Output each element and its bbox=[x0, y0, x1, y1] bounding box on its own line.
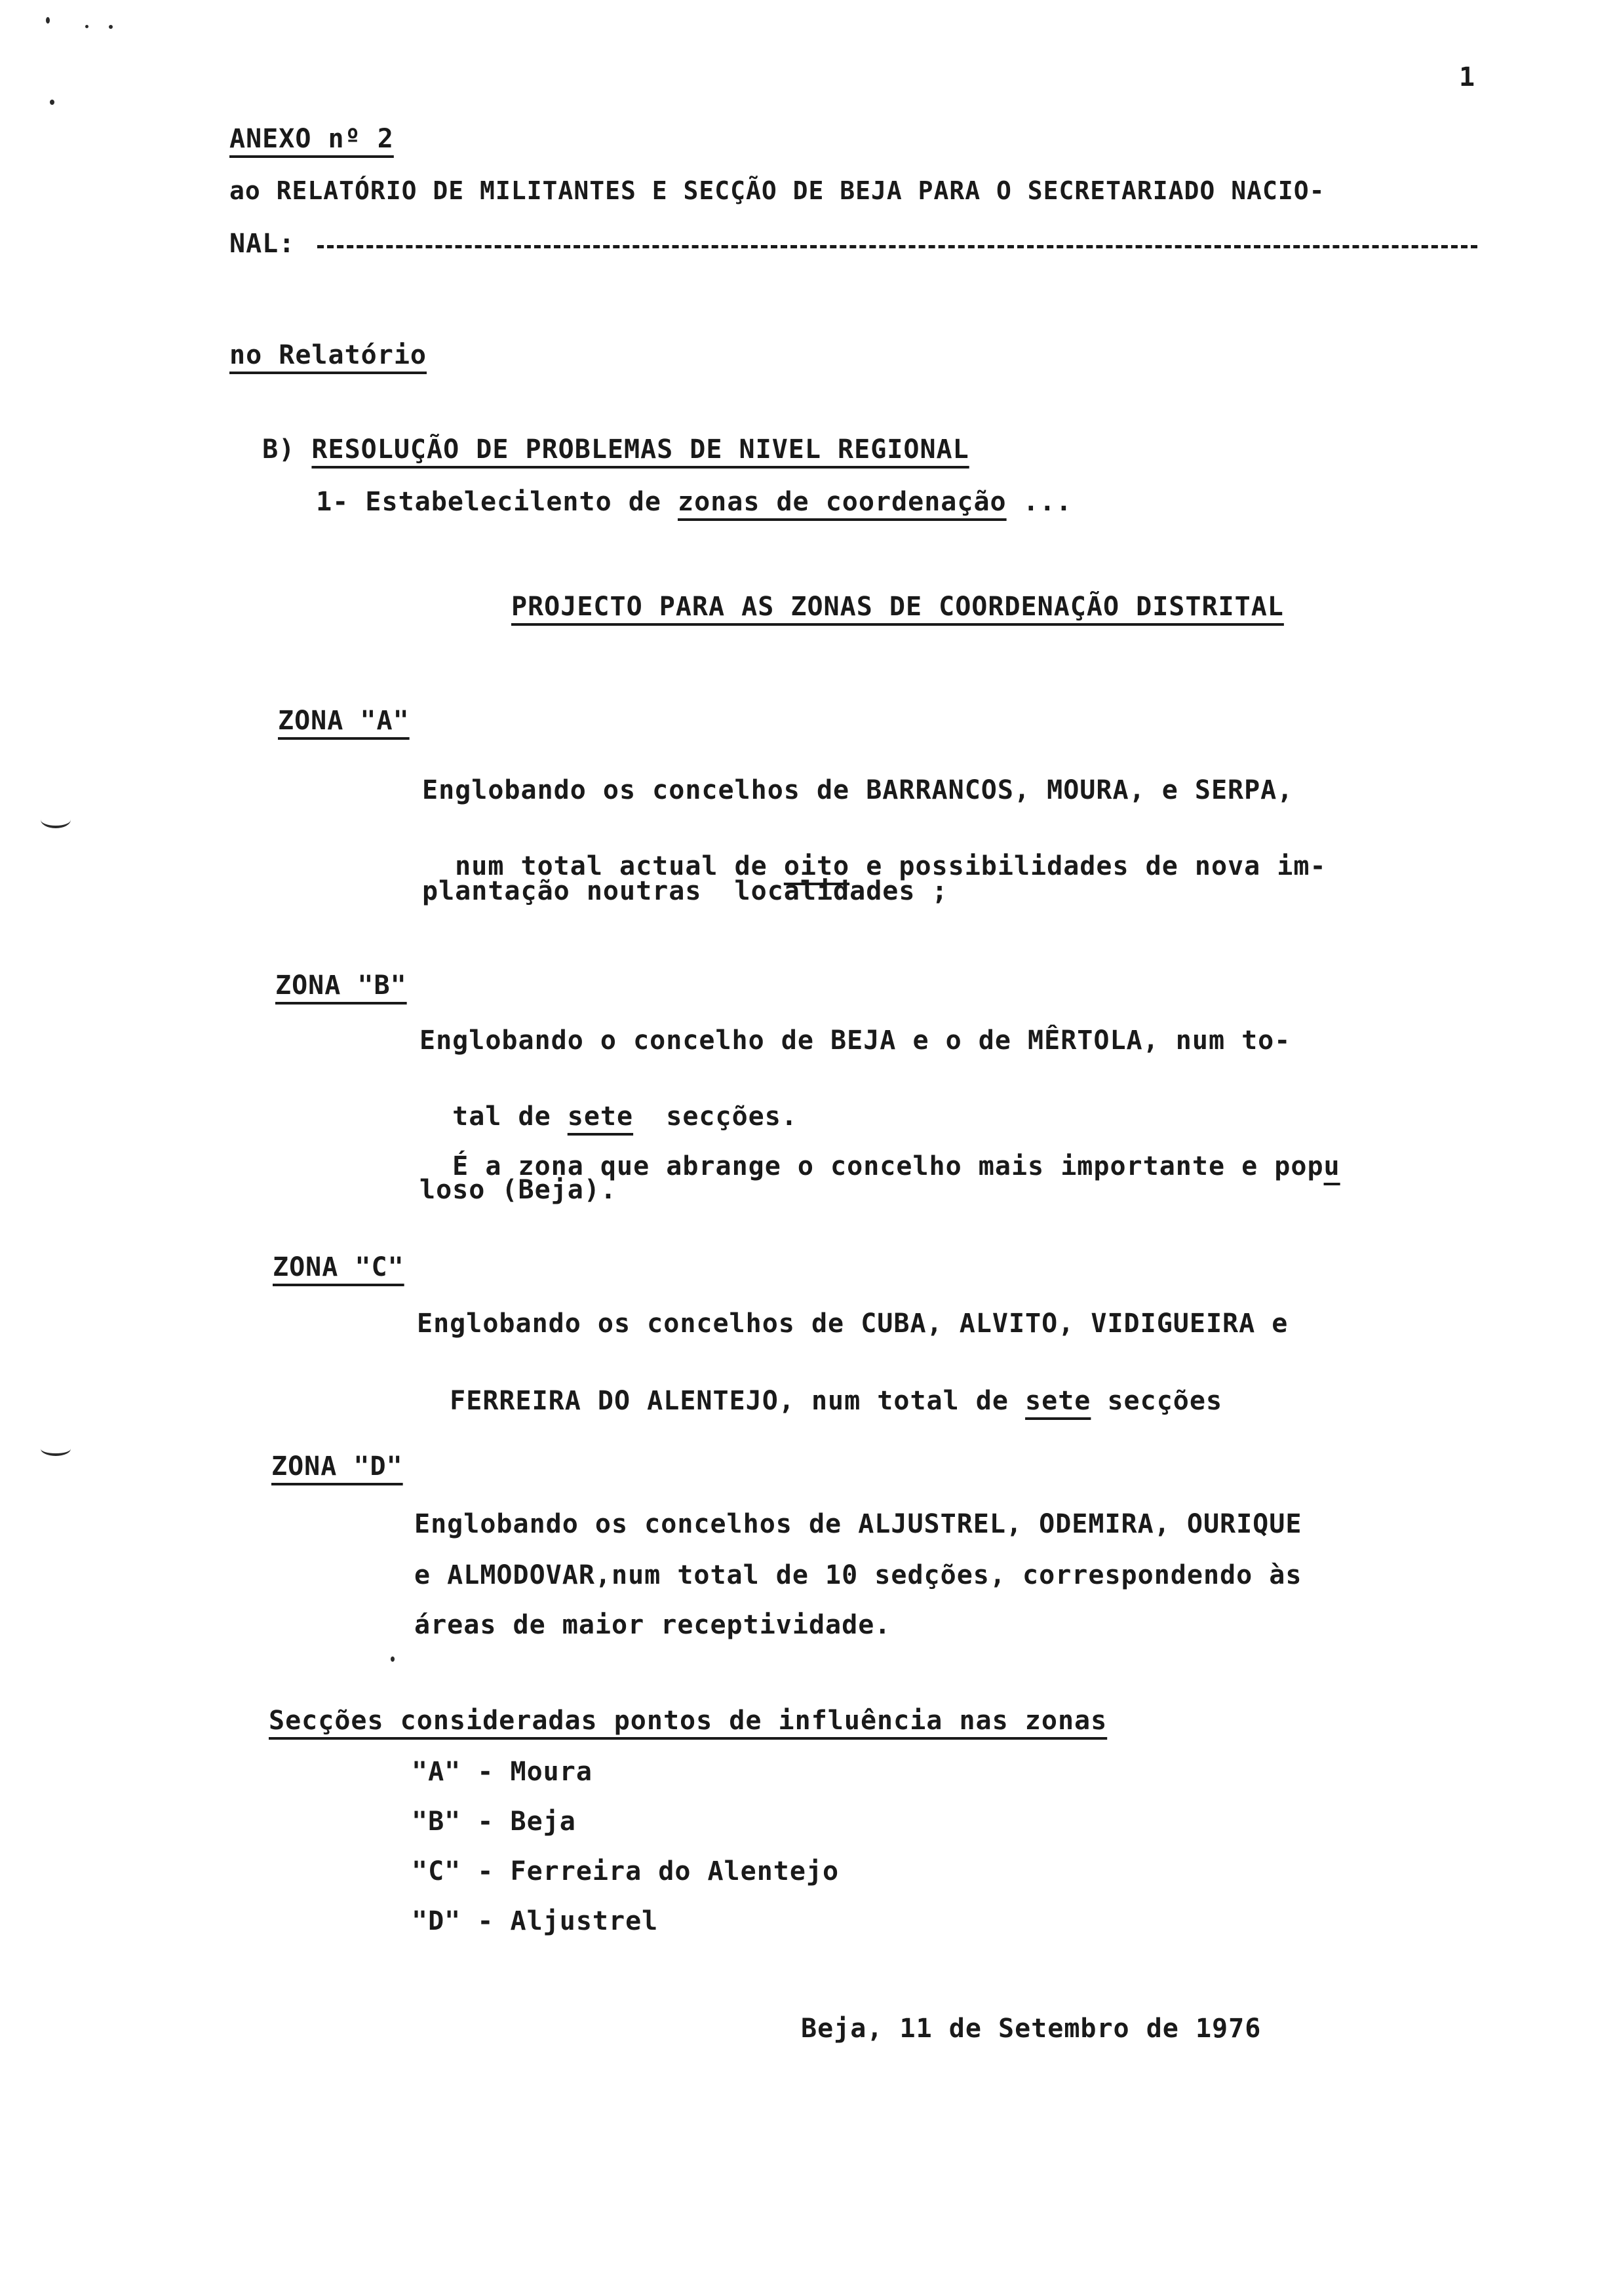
zone-a-line-3: plantação noutras localidades ; bbox=[422, 876, 948, 906]
influence-item: "C" - Ferreira do Alentejo bbox=[412, 1856, 840, 1886]
zone-b-line-2-pre: tal de bbox=[452, 1101, 568, 1132]
influence-item: "A" - Moura bbox=[412, 1757, 593, 1787]
zone-a-line-2-post: e possibilidades de nova im- bbox=[849, 851, 1327, 881]
item-suffix: ... bbox=[1006, 487, 1072, 517]
zone-b-line-3-u: u bbox=[1323, 1151, 1340, 1181]
zone-b-line-2-post: secções. bbox=[633, 1101, 798, 1132]
scan-speck bbox=[50, 100, 54, 105]
scan-speck bbox=[391, 1656, 395, 1662]
reference-label: no Relatório bbox=[229, 340, 427, 370]
zone-a-line-1: Englobando os concelhos de BARRANCOS, MOURA, e SERPA, bbox=[422, 775, 1294, 805]
annex-title: ANEXO nº 2 bbox=[229, 124, 394, 154]
header-line-1: ao RELATÓRIO DE MILITANTES E SECÇÃO DE BEJA PARA O SECRETARIADO NACIO- bbox=[229, 176, 1325, 205]
influence-item: "D" - Aljustrel bbox=[412, 1906, 659, 1936]
zone-c-count: sete bbox=[1025, 1386, 1091, 1416]
zone-c-line-2 bbox=[417, 1362, 1222, 1414]
section-heading bbox=[229, 410, 969, 463]
zone-c-line-2-post: secções bbox=[1091, 1386, 1223, 1416]
zone-b-title: ZONA "B" bbox=[275, 970, 407, 1001]
influence-title: Secções consideradas pontos de influência nas zonas bbox=[269, 1706, 1108, 1736]
zone-b-line-3-pre: É a zona que abrange o concelho mais importante e pop bbox=[452, 1151, 1324, 1181]
zone-b-line-2 bbox=[419, 1077, 798, 1130]
zone-a-line-2 bbox=[422, 827, 1327, 879]
zone-d-line-2: e ALMODOVAR,num total de 10 sedções, correspondendo às bbox=[414, 1560, 1302, 1590]
zone-b-line-3 bbox=[419, 1127, 1340, 1179]
zone-b-line-1: Englobando o concelho de BEJA e o de MÊRTOLA, num to- bbox=[419, 1025, 1291, 1056]
zone-c-line-1: Englobando os concelhos de CUBA, ALVITO, VIDIGUEIRA e bbox=[417, 1309, 1289, 1339]
zone-a-count: oito bbox=[783, 851, 850, 881]
zone-b-line-4: loso (Beja). bbox=[419, 1175, 617, 1205]
dashed-rule bbox=[317, 245, 1477, 251]
page-number: 1 bbox=[1459, 62, 1476, 92]
section-prefix: B) bbox=[262, 434, 312, 465]
scan-mark bbox=[41, 811, 71, 828]
scan-speck bbox=[46, 17, 50, 24]
scan-speck bbox=[109, 25, 113, 29]
zone-c-line-2-pre: FERREIRA DO ALENTEJO, num total de bbox=[450, 1386, 1026, 1416]
item-prefix: 1- Estabelecilento de bbox=[316, 487, 678, 517]
zone-d-line-3: áreas de maior receptividade. bbox=[414, 1610, 891, 1640]
influence-item: "B" - Beja bbox=[412, 1807, 576, 1837]
zone-d-line-1: Englobando os concelhos de ALJUSTREL, ODEMIRA, OURIQUE bbox=[414, 1509, 1302, 1539]
zone-c-title: ZONA "C" bbox=[273, 1252, 404, 1282]
section-item bbox=[283, 463, 1072, 515]
place-date: Beja, 11 de Setembro de 1976 bbox=[801, 2014, 1262, 2044]
zone-a-line-2-pre: num total actual de bbox=[455, 851, 784, 881]
zone-d-title: ZONA "D" bbox=[271, 1451, 403, 1482]
zone-a-title: ZONA "A" bbox=[278, 706, 410, 736]
item-underlined: zonas de coordenação bbox=[677, 487, 1007, 517]
scan-speck bbox=[85, 25, 88, 28]
zone-b-count: sete bbox=[567, 1101, 634, 1132]
project-title: PROJECTO PARA AS ZONAS DE COORDENAÇÃO DISTRITAL bbox=[511, 592, 1284, 622]
scan-mark bbox=[41, 1442, 71, 1456]
header-line-2: NAL: bbox=[229, 229, 296, 259]
section-title: RESOLUÇÃO DE PROBLEMAS DE NIVEL REGIONAL bbox=[311, 434, 969, 465]
